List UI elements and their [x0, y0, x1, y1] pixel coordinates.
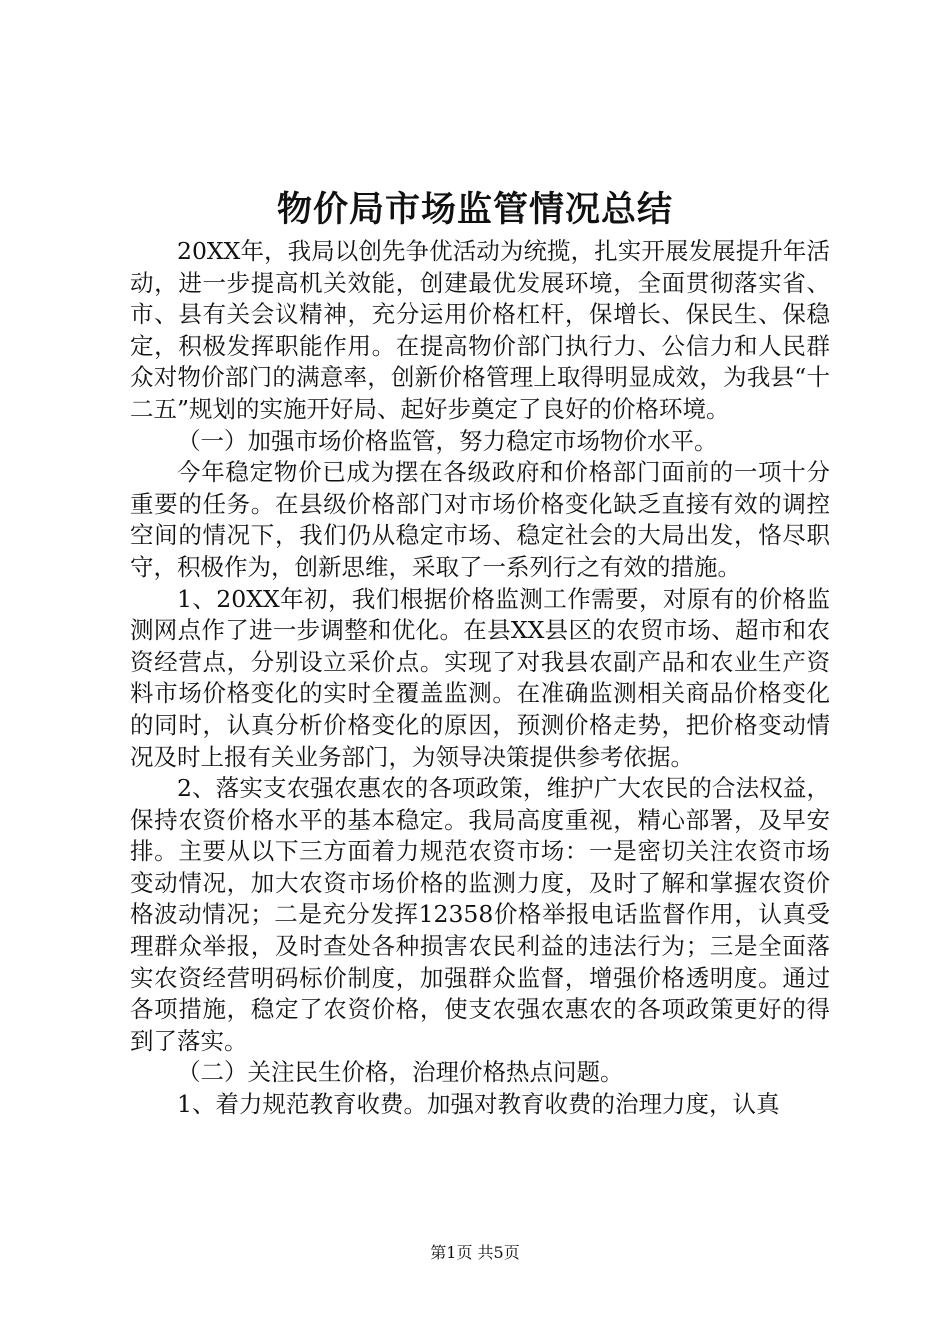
paragraph-stabilize-prices: 今年稳定物价已成为摆在各级政府和价格部门面前的一项十分重要的任务。在县级价格部门对市场价格变化缺乏直接有效的调控空间的情况下，我们仍从稳定市场、稳定社会的大局出发，恪尽职守，积极作为，创新思维，采取了一系列行之有效的措施。 [130, 458, 830, 581]
document-body [130, 236, 830, 1121]
page-footer: 第1页 共5页 [430, 1243, 520, 1262]
paragraph-item-1: 1、20XX年初，我们根据价格监测工作需要，对原有的价格监测网点作了进一步调整和优化。在县XX县区的农贸市场、超市和农资经营点，分别设立采价点。实现了对我县农副产品和农业生产资料市场价格变化的实时全覆盖监测。在准确监测相关商品价格变化的同时，认真分析价格变化的原因，预测价格走势，把价格变动情况及时上报有关业务部门，为领导决策提供参考依据。 [130, 584, 830, 771]
paragraph-item-2: 2、落实支农强农惠农的各项政策，维护广大农民的合法权益，保持农资价格水平的基本稳定。我局高度重视，精心部署，及早安排。主要从以下三方面着力规范农资市场：一是密切关注农资市场变动情况，加大农资市场价格的监测力度，及时了解和掌握农资价格波动情况；二是充分发挥12358价格举报电话监督作用，认真受理群众举报，及时查处各种损害农民利益的违法行为；三是全面落实农资经营明码标价制度，加强群众监督，增强价格透明度。通过各项措施，稳定了农资价格，使支农强农惠农的各项政策更好的得到了落实。 [130, 774, 830, 1055]
section-heading-1: （一）加强市场价格监管，努力稳定市场物价水平。 [177, 426, 718, 455]
section-heading-2: （二）关注民生价格，治理价格热点问题。 [177, 1058, 624, 1087]
paragraph-intro: 20XX年，我局以创先争优活动为统揽，扎实开展发展提升年活动，进一步提高机关效能，创建最优发展环境，全面贯彻落实省、市、县有关会议精神，充分运用价格杠杆，保增长、保民生、保稳定，积极发挥职能作用。在提高物价部门执行力、公信力和人民群众对物价部门的满意率，创新价格管理上取得明显成效，为我县“十二五”规划的实施开好局、起好步奠定了良好的价格环境。 [130, 237, 830, 423]
document-title: 物价局市场监管情况总结 [276, 190, 673, 230]
paragraph-education-fees: 1、着力规范教育收费。加强对教育收费的治理力度，认真 [177, 1090, 780, 1119]
